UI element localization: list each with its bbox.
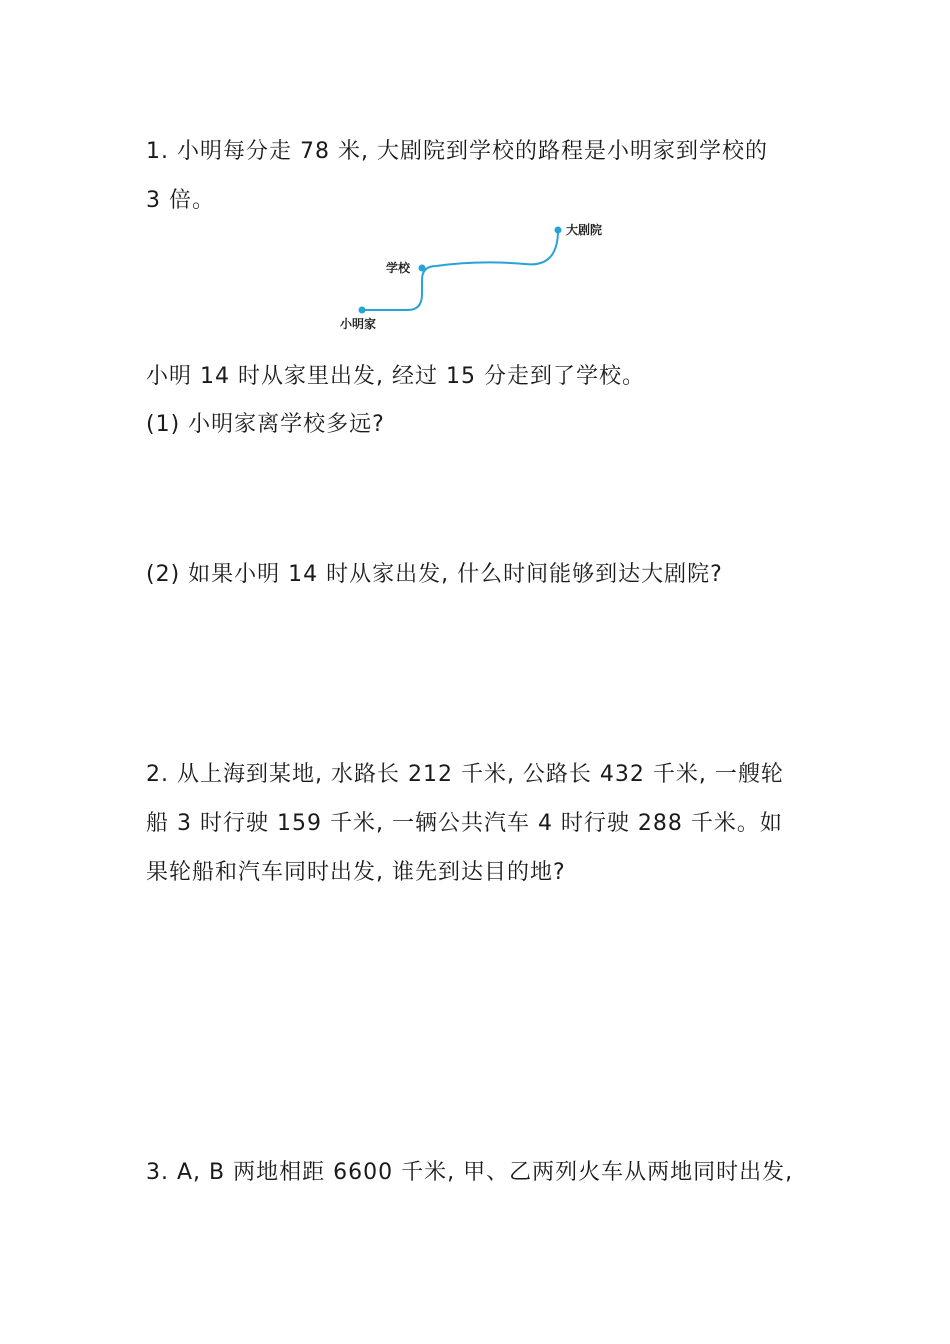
problem-2-line-1: 2. 从上海到某地, 水路长 212 千米, 公路长 432 千米, 一艘轮 bbox=[146, 762, 784, 787]
school-point bbox=[419, 265, 426, 272]
problem-1-question-2: (2) 如果小明 14 时从家出发, 什么时间能够到达大剧院? bbox=[146, 562, 723, 587]
theater-label: 大剧院 bbox=[566, 223, 603, 237]
problem-1-question-1: (1) 小明家离学校多远? bbox=[146, 412, 385, 437]
problem-1-line-1: 1. 小明每分走 78 米, 大剧院到学校的路程是小明家到学校的 bbox=[146, 139, 768, 164]
home-label: 小明家 bbox=[340, 317, 377, 331]
theater-point bbox=[555, 227, 562, 234]
home-point bbox=[359, 307, 366, 314]
route-diagram bbox=[330, 218, 630, 338]
problem-1-line-3: 小明 14 时从家里出发, 经过 15 分走到了学校。 bbox=[146, 364, 645, 389]
problem-2-line-2: 船 3 时行驶 159 千米, 一辆公共汽车 4 时行驶 288 千米。如 bbox=[146, 811, 783, 836]
problem-1-line-2: 3 倍。 bbox=[146, 188, 215, 213]
school-label: 学校 bbox=[386, 261, 411, 275]
problem-3-line-1: 3. A, B 两地相距 6600 千米, 甲、乙两列火车从两地同时出发, bbox=[146, 1160, 794, 1185]
problem-2-line-3: 果轮船和汽车同时出发, 谁先到达目的地? bbox=[146, 860, 566, 885]
